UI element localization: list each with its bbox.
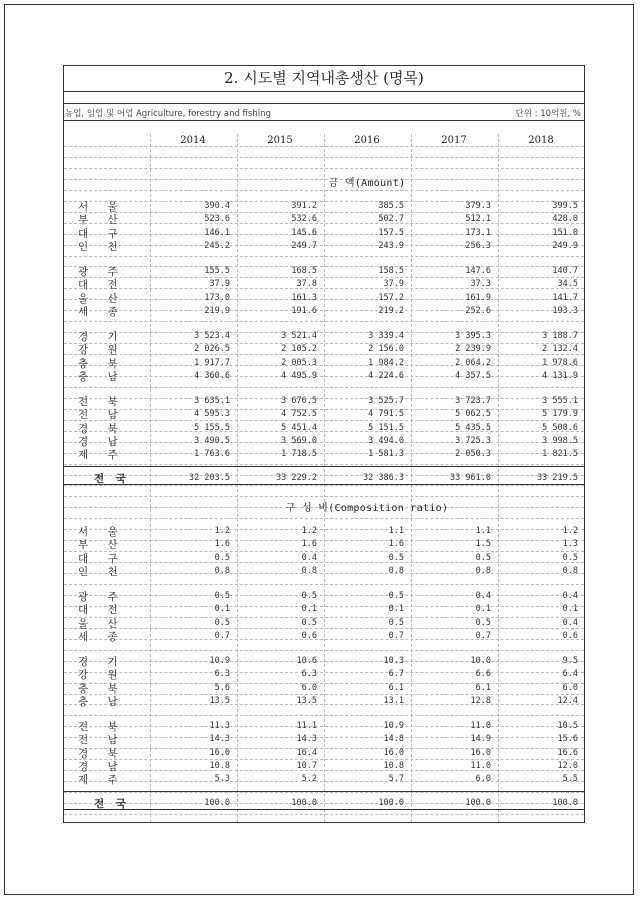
table-cell: 6.4 [562,669,578,680]
table-cell: 5 435.5 [455,422,491,433]
table-cell: 523.6 [204,214,230,225]
table-cell: 0.4 [475,590,491,601]
table-cell: 0.5 [388,617,404,628]
table-cell: 140.7 [552,265,578,276]
table-cell: 37.3 [470,279,491,290]
table-cell: 391.2 [291,201,317,211]
table-cell: 0.7 [214,631,230,641]
table-cell: 2 026.5 [194,344,230,355]
table-cell: 5.7 [388,774,404,785]
table-cell: 141.7 [552,292,578,303]
table-cell: 390.4 [204,201,230,211]
region-label: 제 주 [78,774,126,787]
table-cell: 5 062.5 [455,409,491,420]
region-label: 경 기 [78,655,126,668]
table-cell: 0.1 [214,604,230,615]
page [4,4,634,895]
region-label: 대 전 [78,604,126,617]
table-cell: 0.4 [301,552,317,563]
year-header: 2016 [354,135,380,146]
table-cell: 6.6 [475,669,491,680]
table-cell: 0.4 [562,617,578,628]
spreadsheet [63,65,585,823]
region-label: 부 산 [78,214,126,227]
table-cell: 1 917.7 [194,357,230,368]
total-cell: 32 203.5 [189,473,230,484]
total-cell: 100.0 [291,798,317,809]
table-cell: 0.5 [475,617,491,628]
table-cell: 0.1 [301,604,317,615]
table-cell: 0.5 [388,552,404,563]
table-cell: 157.2 [378,292,404,303]
table-cell: 16.0 [470,747,491,758]
table-cell: 1.2 [214,526,230,536]
table-cell: 37.9 [383,279,404,290]
table-cell: 249.9 [552,241,578,252]
table-cell: 6.1 [388,682,404,693]
table-cell: 11.3 [209,720,230,731]
table-cell: 0.8 [301,566,317,577]
table-cell: 4 224.6 [368,370,404,381]
table-cell: 1 984.2 [368,357,404,368]
table-cell: 12.0 [557,760,578,771]
table-cell: 532.6 [291,214,317,225]
table-cell: 157.5 [378,227,404,238]
table-cell: 1 821.5 [542,449,578,460]
region-label: 경 기 [78,330,126,343]
table-cell: 3 490.5 [194,435,230,446]
table-cell: 1 978.6 [542,357,578,368]
table-cell: 6.3 [214,669,230,680]
region-label: 세 종 [78,306,126,318]
table-cell: 512.1 [465,214,491,225]
table-cell: 2 005.3 [281,357,317,368]
total-divider [64,466,584,467]
table-cell: 1.1 [388,526,404,536]
table-cell: 6.1 [475,682,491,693]
table-cell: 0.1 [562,604,578,615]
total-label: 전 국 [94,798,130,811]
table-cell: 385.5 [378,201,404,211]
table-cell: 5 451.4 [281,422,317,433]
table-cell: 0.7 [388,631,404,641]
table-cell: 173.1 [465,227,491,238]
table-cell: 0.1 [475,604,491,615]
table-cell: 11.0 [470,720,491,731]
table-cell: 6.3 [301,669,317,680]
table-cell: 1.3 [562,539,578,550]
table-cell: 4 495.9 [281,370,317,381]
table-cell: 3 723.7 [455,395,491,406]
table-cell: 245.2 [204,241,230,252]
section-heading: 금 액(Amount) [328,178,406,189]
region-label: 세 종 [78,631,126,643]
table-cell: 16.4 [296,747,317,758]
table-cell: 3 339.4 [368,330,404,341]
table-cell: 379.3 [465,201,491,211]
table-cell: 6.0 [475,774,491,785]
total-divider [64,791,584,792]
table-cell: 10.5 [557,720,578,731]
region-label: 전 남 [78,734,126,747]
year-header: 2015 [267,135,293,146]
table-cell: 0.6 [562,631,578,641]
table-cell: 16.0 [209,747,230,758]
table-cell: 0.5 [214,617,230,628]
table-cell: 243.9 [378,241,404,252]
table-cell: 151.0 [552,227,578,238]
table-cell: 3 494.0 [368,435,404,446]
header-divider [64,103,584,104]
table-cell: 3 521.4 [281,330,317,341]
table-cell: 3 188.7 [542,330,578,341]
table-cell: 5 155.5 [194,422,230,433]
table-cell: 14.9 [470,734,491,745]
table-cell: 37.8 [296,279,317,290]
table-cell: 3 395.3 [455,330,491,341]
total-cell: 100.0 [378,798,404,809]
table-cell: 3 525.7 [368,395,404,406]
region-label: 서 울 [78,201,126,213]
table-cell: 1.6 [301,539,317,550]
region-label: 대 구 [78,227,126,240]
table-cell: 1 581.3 [368,449,404,460]
year-header: 2018 [528,135,554,146]
category-label: 농업, 임업 및 어업 Agriculture, forestry and fishing [65,109,271,119]
table-cell: 193.3 [552,306,578,316]
table-cell: 1.6 [388,539,404,550]
table-cell: 1.5 [475,539,491,550]
unit-label: 단위 : 10억원, % [515,109,581,119]
region-label: 부 산 [78,539,126,552]
table-cell: 2 156.0 [368,344,404,355]
region-label: 경 북 [78,422,126,435]
table-cell: 252.6 [465,306,491,316]
table-cell: 37.9 [209,279,230,290]
table-cell: 4 360.6 [194,370,230,381]
region-label: 인 천 [78,566,126,579]
total-divider [64,484,584,485]
total-divider [64,809,584,810]
table-cell: 4 131.9 [542,370,578,381]
region-label: 울 산 [78,617,126,630]
table-cell: 0.6 [301,631,317,641]
region-label: 광 주 [78,590,126,603]
table-cell: 34.5 [557,279,578,290]
table-cell: 10.7 [296,760,317,771]
header-divider [64,120,584,121]
table-cell: 12.8 [470,695,491,706]
table-cell: 5.2 [301,774,317,785]
table-cell: 4 595.3 [194,409,230,420]
table-cell: 5.6 [214,682,230,693]
table-cell: 3 676.5 [281,395,317,406]
table-cell: 161.3 [291,292,317,303]
total-cell: 32 386.3 [363,473,404,484]
table-cell: 14.3 [296,734,317,745]
table-cell: 158.5 [378,265,404,276]
region-label: 경 북 [78,747,126,760]
table-cell: 10.9 [209,655,230,666]
region-label: 강 원 [78,669,126,682]
region-label: 전 북 [78,395,126,408]
table-cell: 16.0 [383,747,404,758]
year-header: 2014 [180,135,206,146]
table-cell: 146.1 [204,227,230,238]
table-cell: 5 179.9 [542,409,578,420]
table-cell: 5.5 [562,774,578,785]
region-label: 충 남 [78,370,126,383]
table-cell: 14.8 [383,734,404,745]
table-cell: 10.8 [209,760,230,771]
table-cell: 2 050.3 [455,449,491,460]
table-cell: 145.6 [291,227,317,238]
table-cell: 249.7 [291,241,317,252]
table-cell: 0.7 [475,631,491,641]
table-cell: 3 555.1 [542,395,578,406]
table-cell: 0.8 [475,566,491,577]
region-label: 인 천 [78,241,126,254]
total-cell: 33 229.2 [276,473,317,484]
table-cell: 11.1 [296,720,317,731]
table-cell: 0.5 [388,590,404,601]
table-cell: 3 569.0 [281,435,317,446]
table-cell: 4 357.5 [455,370,491,381]
table-cell: 14.3 [209,734,230,745]
table-cell: 502.7 [378,214,404,225]
region-label: 전 남 [78,409,126,422]
table-cell: 5 500.6 [542,422,578,433]
table-cell: 0.4 [562,590,578,601]
table-cell: 256.3 [465,241,491,252]
table-cell: 3 635.1 [194,395,230,406]
table-cell: 2 132.4 [542,344,578,355]
table-cell: 10.8 [383,760,404,771]
table-cell: 13.5 [209,695,230,706]
table-cell: 219.9 [204,306,230,316]
table-cell: 2 105.2 [281,344,317,355]
table-cell: 0.8 [214,566,230,577]
table-cell: 0.5 [301,617,317,628]
region-label: 서 울 [78,526,126,538]
total-cell: 100.0 [204,798,230,809]
total-cell: 100.0 [465,798,491,809]
total-cell: 33 219.5 [537,473,578,484]
table-cell: 155.5 [204,265,230,276]
region-label: 제 주 [78,449,126,462]
table-cell: 147.6 [465,265,491,276]
table-cell: 0.8 [388,566,404,577]
region-label: 충 남 [78,695,126,708]
table-cell: 0.5 [301,590,317,601]
table-cell: 219.2 [378,306,404,316]
total-cell: 33 961.0 [450,473,491,484]
table-cell: 399.5 [552,201,578,211]
table-cell: 1.6 [214,539,230,550]
table-cell: 10.3 [383,655,404,666]
table-cell: 2 064.2 [455,357,491,368]
total-cell: 100.0 [552,798,578,809]
table-cell: 5 151.5 [368,422,404,433]
table-cell: 16.6 [557,747,578,758]
table-cell: 168.5 [291,265,317,276]
table-cell: 3 725.3 [455,435,491,446]
region-label: 대 구 [78,552,126,565]
table-cell: 0.5 [475,552,491,563]
table-cell: 161.9 [465,292,491,303]
table-cell: 6.7 [388,669,404,680]
table-cell: 0.5 [214,552,230,563]
region-label: 경 남 [78,760,126,773]
table-cell: 1.2 [562,526,578,536]
table-cell: 13.1 [383,695,404,706]
section-heading: 구 성 비(Composition ratio) [285,503,449,514]
total-label: 전 국 [94,473,130,486]
table-cell: 4 752.5 [281,409,317,420]
table-cell: 1.2 [301,526,317,536]
table-cell: 0.5 [562,552,578,563]
table-cell: 191.6 [291,306,317,316]
table-cell: 6.0 [301,682,317,693]
table-cell: 0.1 [388,604,404,615]
table-cell: 2 239.9 [455,344,491,355]
table-cell: 0.5 [214,590,230,601]
table-cell: 428.0 [552,214,578,225]
region-label: 충 북 [78,357,126,370]
region-label: 충 북 [78,682,126,695]
table-cell: 10.0 [470,655,491,666]
table-cell: 173.0 [204,292,230,303]
table-cell: 10.9 [383,720,404,731]
table-cell: 1 763.6 [194,449,230,460]
table-cell: 1 718.5 [281,449,317,460]
table-cell: 5.3 [214,774,230,785]
table-cell: 9.5 [562,655,578,666]
region-label: 대 전 [78,279,126,292]
region-label: 전 북 [78,720,126,733]
table-cell: 3 523.4 [194,330,230,341]
sheet-title: 2. 시도별 지역내총생산 (명목) [64,66,584,92]
table-cell: 12.4 [557,695,578,706]
table-cell: 1.1 [475,526,491,536]
table-cell: 15.6 [557,734,578,745]
table-cell: 6.0 [562,682,578,693]
year-header: 2017 [441,135,467,146]
table-cell: 0.8 [562,566,578,577]
table-cell: 11.0 [470,760,491,771]
region-label: 강 원 [78,344,126,357]
region-label: 울 산 [78,292,126,305]
region-label: 경 남 [78,435,126,448]
region-label: 광 주 [78,265,126,278]
table-cell: 4 791.5 [368,409,404,420]
table-cell: 3 998.5 [542,435,578,446]
table-cell: 10.6 [296,655,317,666]
table-cell: 13.5 [296,695,317,706]
